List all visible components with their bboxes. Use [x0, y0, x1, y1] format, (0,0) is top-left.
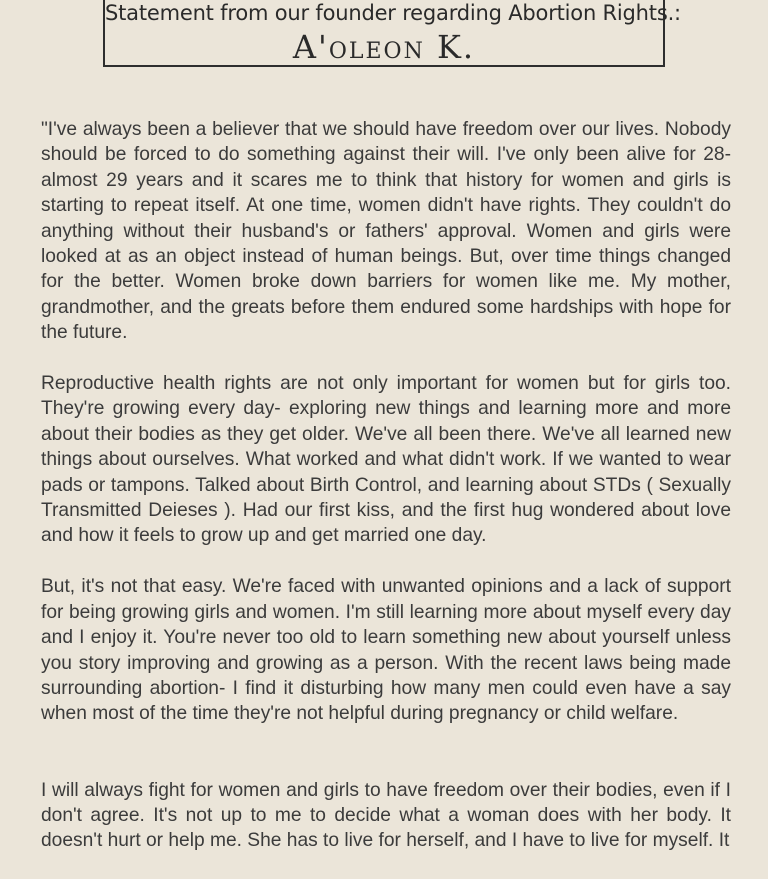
statement-paragraph-3: But, it's not that easy. We're faced with unwanted opinions and a lack of support for being growing girls and women. I'm still learning more about myself every day and I enjoy it. You're never too old to learn something new about yourself unless you story improving and growing as a person. With the recent laws being made surrounding abortion- I find it disturbing how many men could even have a say when most of the time they're not helpful during pregnancy or child welfare. [41, 576, 731, 725]
statement-title: Statement from our founder regarding Abortion Rights.: [105, 1, 681, 25]
statement-paragraph-4: I will always fight for women and girls to have freedom over their bodies, even if I don't agree. It's not up to me to decide what a woman does with her body. It doesn't hurt or help me. She has to live for herself, and I have to live for myself. It [41, 779, 731, 852]
statement-paragraph-2: Reproductive health rights are not only important for women but for girls too. They're growing every day- exploring new things and learning more and more about their bodies as they get older. We've all been there. We've all learned new things about ourselves. What worked and what didn't work. If we wanted to wear pads or tampons. Talked about Birth Control, and learning about STDs ( Sexually Transmitted Deieses ). Had our first kiss, and the first hug wondered about love and how it feels to grow up and get married one day. [41, 373, 731, 547]
founder-name: A'oleon K. [292, 28, 476, 66]
title-box [103, 0, 681, 67]
statement-paragraph-1: "I've always been a believer that we should have freedom over our lives. Nobody should be forced to do something against their will. I've only been alive for 28-almost 29 years and it scares me to think that history for women and girls is starting to repeat itself. At one time, women didn't have rights. They couldn't do anything without their husband's or fathers' approval. Women and girls were looked at as an object instead of human beings. But, over time things changed for the better. Women broke down barriers for women like me. My mother, grandmother, and the greats before them endured some hardships with hope for the future. [41, 119, 731, 344]
statement-body [41, 117, 731, 879]
